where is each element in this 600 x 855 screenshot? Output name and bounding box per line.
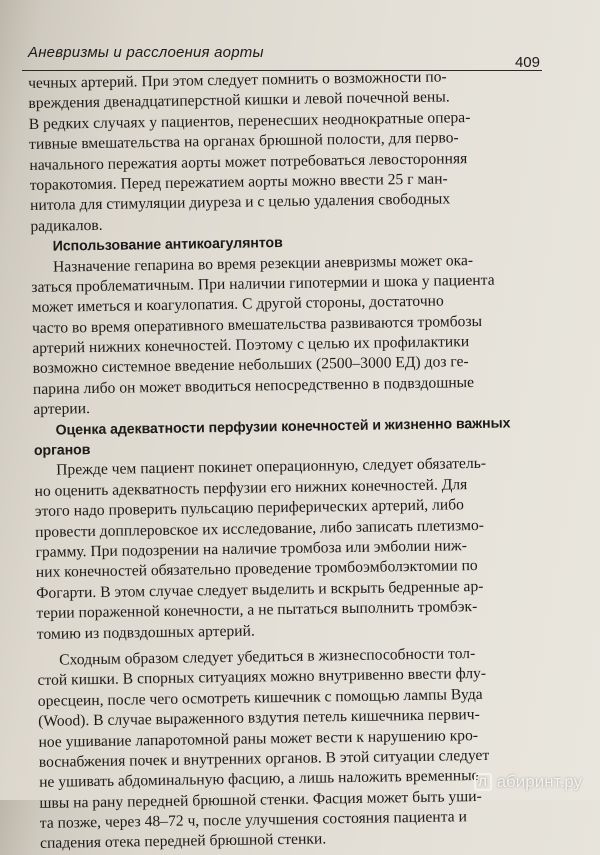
text-line: но оценить адекватность перфузии его нижних конечностей. Для (34, 475, 468, 500)
text-line: артерии. (33, 400, 91, 419)
section-heading-anticoagulants: Использование антикоагулянтов (52, 235, 283, 255)
text-line: спадения отека передней брюшной стенки. (39, 830, 327, 853)
text-line: ное ушивание лапаротомной раны может вести к нарушению кро- (38, 726, 479, 751)
text-line: торакотомия. Перед пережатием аорты можно ввести 25 г ман- (29, 170, 448, 194)
text-line: стой кишки. В спорных ситуациях можно внутривенно ввести флу- (37, 665, 487, 690)
text-line: терии пораженной конечности, а не пытаться выполнить тромбэк- (36, 598, 478, 623)
text-line: швы на рану передней брюшной стенки. Фасция может быть уши- (39, 787, 482, 812)
text-line: та позже, через 48–72 ч, после улучшения состояния пациента и (39, 808, 467, 832)
text-line: заться проблематичным. При наличии гипотермии и шока у пациента (31, 271, 495, 296)
text-line: них конечностей обязательно проведение тромбоэмболэктомии по (35, 557, 478, 582)
text-line: провести допплеровское их исследование, либо записать плетизмо- (35, 516, 485, 541)
section-heading-perfusion: Оценка адекватности перфузии конечностей и жизненно важных (55, 415, 511, 439)
text-line: радикалов. (30, 216, 103, 235)
text-line: возможно системное введение небольших (2500–3000 ЕД) доз ге- (32, 353, 469, 378)
text-line: оресцеин, после чего осмотреть кишечник с помощью лампы Вуда (37, 685, 483, 710)
text-line: воснабжения почек и внутренних органов. В этой ситуации следует (38, 746, 490, 771)
text-line: Сходным образом следует убедиться в жизнеспособности тол- (59, 644, 476, 669)
labirint-watermark (474, 772, 582, 792)
text-line: часто во время оперативного вмешательства развиваются тромбозы (31, 312, 483, 337)
text-line: не ушивать абдоминальную фасцию, а лишь наложить временные (38, 767, 479, 792)
running-title: Аневризмы и расслоения аорты (28, 44, 264, 61)
text-line: Назначение гепарина во время резекции аневризмы может ока- (52, 251, 474, 276)
text-line: чечных артерий. При этом следует помнить о возможности по- (28, 68, 447, 92)
text-line: В редких случаях у пациентов, перенесших неоднократные опера- (28, 108, 471, 133)
text-line: начального пережатия аорты может потребоваться левосторонняя (29, 149, 468, 174)
text-line: артерий нижних конечностей. Поэтому с целью их профилактики (32, 333, 470, 358)
text-line: Фогарти. В этом случае следует выделить и вскрыть бедренные ар- (36, 577, 484, 602)
section-heading-perfusion-cont: органов (33, 442, 91, 459)
text-line: грамму. При подозрении на наличие тромбоза или эмболии ниж- (35, 537, 467, 561)
text-line: этого надо проверить пульсацию периферических артерий, либо (34, 496, 465, 521)
page-number: 409 (514, 54, 540, 71)
body-text (28, 66, 536, 855)
text-line: вреждения двенадцатиперстной кишки и левой почечной вены. (28, 88, 450, 113)
text-line: томию из подвздошных артерий. (36, 622, 255, 643)
text-line: (Wood). В случае выраженного вздутия петель кишечника первич- (38, 706, 480, 731)
text-line: тивные вмешательства на органах брюшной полости, для перво- (28, 129, 459, 154)
watermark-text: абиринт.ру (496, 772, 582, 791)
labirint-logo-icon: Л (474, 773, 492, 791)
text-line: может иметься и коагулопатия. С другой стороны, достаточно (31, 292, 444, 317)
text-line: парина либо он может вводиться непосредственно в подвздошные (32, 373, 475, 398)
text-line: Прежде чем пациент покинет операционную, следует обязатель- (56, 455, 487, 480)
text-line: нитола для стимуляции диуреза и с целью удаления свободных (29, 190, 451, 215)
